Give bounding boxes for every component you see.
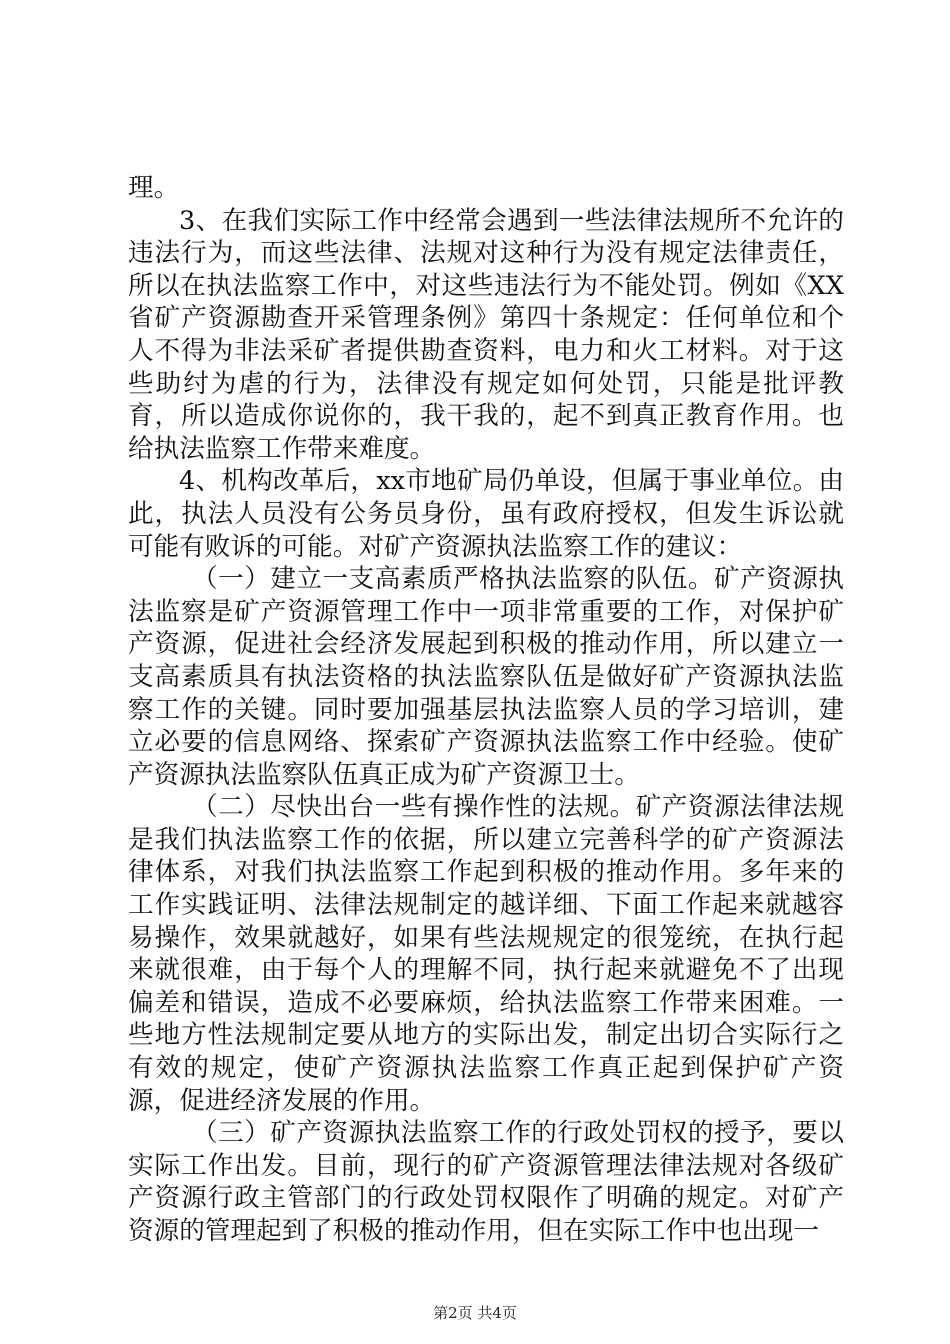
paragraph-suggestion-3: （三）矿产资源执法监察工作的行政处罚权的授予，要以实际工作出发。目前，现行的矿产资源管理法律法规对各级矿产资源行政主管部门的行政处罚权限作了明确的规定。对矿产资源的管理起到了积极的推动作用，但在实际工作中也出现一 [128, 1118, 844, 1246]
document-body [128, 172, 844, 1248]
paragraph-item-4: 4、机构改革后，xx市地矿局仍单设，但属于事业单位。由此，执法人员没有公务员身份，虽有政府授权，但发生诉讼就可能有败诉的可能。对矿产资源执法监察工作的建议： [128, 466, 844, 562]
paragraph-suggestion-2: （二）尽快出台一些有操作性的法规。矿产资源法律法规是我们执法监察工作的依据，所以建立完善科学的矿产资源法律体系，对我们执法监察工作起到积极的推动作用。多年来的工作实践证明、法律法规制定的越详细、下面工作起来就越容易操作，效果就越好，如果有些法规规定的很笼统，在执行起来就很难，由于每个人的理解不同，执行起来就避免不了出现偏差和错误，造成不必要麻烦，给执法监察工作带来困难。一些地方性法规制定要从地方的实际出发，制定出切合实际行之有效的规定，使矿产资源执法监察工作真正起到保护矿产资源，促进经济发展的作用。 [128, 792, 844, 1116]
paragraph-suggestion-1: （一）建立一支高素质严格执法监察的队伍。矿产资源执法监察是矿产资源管理工作中一项非常重要的工作，对保护矿产资源，促进社会经济发展起到积极的推动作用，所以建立一支高素质具有执法资格的执法监察队伍是做好矿产资源执法监察工作的关键。同时要加强基层执法监察人员的学习培训，建立必要的信息网络、探索矿产资源执法监察工作中经验。使矿产资源执法监察队伍真正成为矿产资源卫士。 [128, 564, 844, 790]
paragraph-item-3: 3、在我们实际工作中经常会遇到一些法律法规所不允许的违法行为，而这些法律、法规对这种行为没有规定法律责任，所以在执法监察工作中，对这些违法行为不能处罚。例如《XX省矿产资源勘查开采管理条例》第四十条规定：任何单位和个人不得为非法采矿者提供勘查资料，电力和火工材料。对于这些助纣为虐的行为，法律没有规定如何处罚，只能是批评教育，所以造成你说你的，我干我的，起不到真正教育作用。也给执法监察工作带来难度。 [128, 205, 844, 464]
page-number: 第2页 共4页 [433, 1304, 517, 1322]
paragraph-continuation: 理。 [128, 173, 180, 203]
